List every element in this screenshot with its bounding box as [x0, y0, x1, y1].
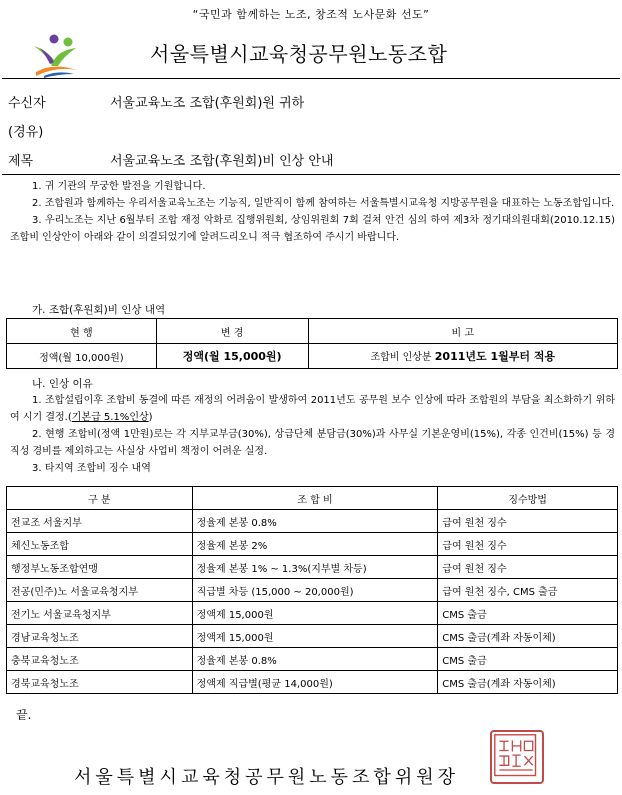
cell: 전교조 서울지부	[7, 510, 193, 533]
cell: 정율제 본봉 1% ~ 1.3%(지부별 차등)	[192, 556, 438, 579]
header-changed: 변 경	[156, 319, 308, 344]
cell: 전기노 서울교육청지부	[7, 602, 193, 625]
slogan: “국민과 함께하는 노조, 창조적 노사문화 선도”	[192, 8, 430, 21]
regional-dues-table	[6, 486, 618, 694]
table-row	[7, 533, 618, 556]
divider	[2, 174, 620, 175]
subject-value: 서울교육노조 조합(후원회)비 인상 안내	[110, 154, 334, 169]
union-logo-icon	[30, 32, 80, 78]
cell: CMS 출금(계좌 자동이체)	[438, 625, 618, 648]
cell: 체신노동조합	[7, 533, 193, 556]
reason-1	[10, 392, 615, 426]
paragraph-1: 1. 귀 기관의 무궁한 발전을 기원합니다.	[32, 181, 206, 192]
table-row	[7, 556, 618, 579]
cell: 정율제 본봉 2%	[192, 533, 438, 556]
cell: 급여 원천 징수	[438, 556, 618, 579]
note-effective-date: 2011년도 1월부터 적용	[434, 350, 556, 363]
cell: 급여 원천 징수	[438, 510, 618, 533]
cell: 정액제 직급별(평균 14,000원)	[192, 671, 438, 694]
table-row	[7, 648, 618, 671]
table-row	[7, 602, 618, 625]
cell: 정액제 15,000원	[192, 602, 438, 625]
cell: 정율제 본봉 0.8%	[192, 510, 438, 533]
cell: 급여 원천 징수	[438, 533, 618, 556]
cell: 행정부노동조합연맹	[7, 556, 193, 579]
reason-1-end: )	[148, 412, 153, 423]
cell: 정액제 15,000원	[192, 625, 438, 648]
recipient-value: 서울교육노조 조합(후원회)원 귀하	[110, 96, 305, 111]
subject-label: 제목	[8, 154, 34, 169]
divider	[2, 78, 620, 79]
reason-2: 2. 현행 조합비(정액 1만원)로는 각 지부교부금(30%), 상급단체 분담금(30%)과 사무실 기본운영비(15%), 각종 인건비(15%) 등 경직성 경비를 제외하고는 사실상 사업비 책정이 어려운 실정.	[10, 429, 615, 457]
note-cell	[308, 344, 617, 369]
cell: 경남교육청노조	[7, 625, 193, 648]
cell: 충북교육청노조	[7, 648, 193, 671]
cell: 급여 원천 징수, CMS 출금	[438, 579, 618, 602]
table-row	[7, 510, 618, 533]
reason-1-text: 1. 조합설립이후 조합비 동결에 따른 재정의 어려움이 발생하여 2011년도 공무원 보수 인상에 따라 조합원의 부담을 최소화하기 위하여 시기 결정.(	[10, 395, 615, 423]
changed-rate: 정액(월 15,000원)	[156, 344, 308, 369]
reason-3: 3. 타지역 조합비 징수 내역	[32, 463, 151, 474]
rate-change-table	[6, 318, 618, 369]
signature-line: 서울특별시교육청공무원노동조합위원장	[74, 767, 459, 788]
cell: CMS 출금	[438, 648, 618, 671]
end-mark: 끝.	[16, 708, 32, 722]
table-row	[7, 579, 618, 602]
current-rate: 정액(월 10,000원)	[7, 344, 157, 369]
body-text	[10, 178, 615, 246]
paragraph-2: 2. 조합원과 함께하는 우리서울교육노조는 기능직, 일반직이 함께 참여하는 서울특별시교육청 지방공무원을 대표하는 노동조합입니다.	[32, 198, 615, 209]
cell: 정율제 본봉 0.8%	[192, 648, 438, 671]
org-title: 서울특별시교육청공무원노동조합	[150, 42, 448, 66]
cell: CMS 출금(계좌 자동이체)	[438, 671, 618, 694]
section-b-title: 나. 인상 이유	[32, 378, 93, 390]
header-dues: 조 합 비	[192, 487, 438, 510]
reasons-text	[10, 392, 615, 477]
cell: 직급별 차등 (15,000 ~ 20,000원)	[192, 579, 438, 602]
header-current: 현 행	[7, 319, 157, 344]
table-row	[7, 671, 618, 694]
table-row	[7, 625, 618, 648]
cell: CMS 출금	[438, 602, 618, 625]
paragraph-3: 3. 우리노조는 지난 6월부터 조합 재정 악화로 집행위원회, 상임위원회 7회 걸쳐 안건 심의 하여 제3차 정기대의원대회(2010.12.15) 조합비 인상안이 아래와 같이 의결되었기에 알려드리오니 적극 협조하여 주시기 바랍니다.	[10, 215, 615, 243]
header-category: 구 분	[7, 487, 193, 510]
table-header-row	[7, 487, 618, 510]
cell: 전공(민주)노 서울교육청지부	[7, 579, 193, 602]
header-note: 비 고	[308, 319, 617, 344]
note-prefix: 조합비 인상분	[370, 352, 435, 363]
official-seal-icon	[490, 730, 544, 784]
reason-1-underlined: 기본급 5.1%인상	[71, 412, 149, 423]
via-label: (경유)	[8, 125, 44, 140]
cell: 경북교육청노조	[7, 671, 193, 694]
recipient-label: 수신자	[8, 96, 46, 111]
section-a-title: 가. 조합(후원회)비 인상 내역	[32, 304, 166, 316]
header-method: 징수방법	[438, 487, 618, 510]
